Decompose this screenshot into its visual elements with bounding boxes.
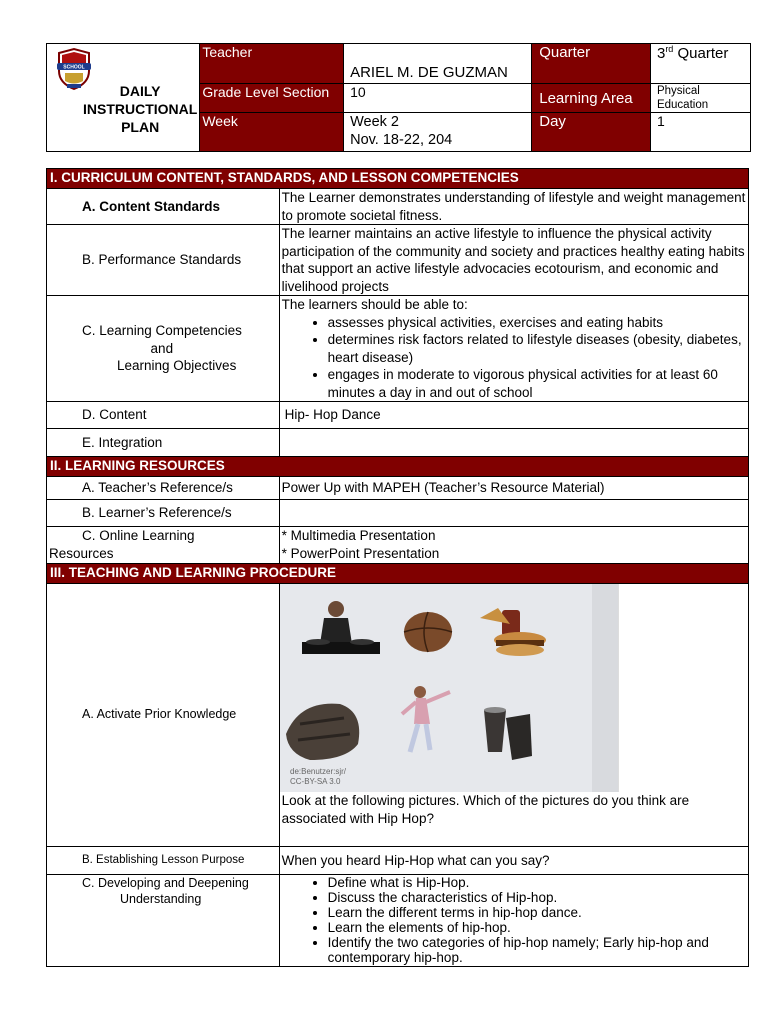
competencies-intro: The learners should be able to: bbox=[281, 297, 468, 312]
plan-title-cell bbox=[47, 44, 200, 152]
developing-item: • Learn the different terms in hip-hop dance. bbox=[328, 905, 746, 920]
teacher-reference-value: Power Up with MAPEH (Teacher’s Resource Material) bbox=[279, 477, 748, 500]
section-3-heading: III. TEACHING AND LEARNING PROCEDURE bbox=[47, 564, 749, 584]
day-value: 1 bbox=[650, 113, 750, 152]
competencies-label-line-2: and bbox=[150, 340, 174, 356]
quarter-number: 3 bbox=[656, 45, 666, 62]
online-resource-item: * Multimedia Presentation bbox=[281, 528, 436, 543]
content-value: Hip- Hop Dance bbox=[279, 402, 748, 429]
quarter-value bbox=[650, 44, 750, 84]
teacher-reference-label: A. Teacher’s Reference/s bbox=[47, 477, 280, 500]
developing-understanding-label bbox=[47, 875, 280, 967]
day-label: Day bbox=[532, 113, 651, 152]
competencies-label-line-3: Learning Objectives bbox=[117, 358, 237, 374]
competency-item: • determines risk factors related to lifestyle diseases (obesity, diabetes, heart disease) bbox=[328, 331, 746, 366]
week-label: Week bbox=[200, 113, 344, 152]
plan-title-line-3: PLAN bbox=[121, 118, 160, 135]
week-number: Week 2 bbox=[350, 114, 399, 130]
online-resources-label-line-1: C. Online Learning bbox=[82, 528, 195, 543]
activate-knowledge-label: A. Activate Prior Knowledge bbox=[47, 584, 280, 847]
competency-item: • assesses physical activities, exercises and eating habits bbox=[328, 314, 746, 332]
basketball-icon bbox=[404, 612, 452, 652]
hip-hop-pictures-image bbox=[280, 584, 619, 792]
quarter-word: Quarter bbox=[673, 45, 729, 62]
developing-list bbox=[282, 875, 746, 965]
teacher-value: ARIEL M. DE GUZMAN bbox=[344, 44, 532, 84]
online-resources-label-line-2: Resources bbox=[49, 546, 114, 561]
activate-knowledge-cell bbox=[279, 584, 748, 847]
grade-level-label: Grade Level Section bbox=[200, 84, 344, 113]
svg-text:SCHOOL: SCHOOL bbox=[63, 64, 85, 71]
lesson-plan-table bbox=[46, 168, 749, 967]
learner-reference-value bbox=[279, 500, 748, 527]
online-resources-label bbox=[47, 527, 280, 564]
performance-standards-label: B. Performance Standards bbox=[47, 225, 280, 296]
content-standards-label: A. Content Standards bbox=[47, 189, 280, 225]
week-value bbox=[344, 113, 532, 152]
plan-title-line-1: DAILY bbox=[119, 82, 161, 99]
image-credit-line-1: de:Benutzer:sjr/ bbox=[289, 767, 346, 776]
header-table bbox=[46, 43, 751, 152]
grade-level-value: 10 bbox=[344, 84, 532, 113]
developing-label-line-1: C. Developing and Deepening bbox=[82, 876, 249, 890]
learner-reference-label: B. Learner’s Reference/s bbox=[47, 500, 280, 527]
quarter-ordinal: rd bbox=[665, 44, 674, 54]
plan-title-line-2: INSTRUCTIONAL bbox=[83, 100, 198, 117]
teacher-label: Teacher bbox=[200, 44, 344, 84]
competencies-label bbox=[47, 296, 280, 402]
competency-item: • engages in moderate to vigorous physical activities for at least 60 minutes a day in and out of school bbox=[328, 366, 746, 401]
integration-label: E. Integration bbox=[47, 429, 280, 457]
competencies-cell bbox=[279, 296, 748, 402]
school-shield-logo-icon bbox=[53, 47, 95, 95]
competencies-list bbox=[282, 314, 746, 402]
integration-value bbox=[279, 429, 748, 457]
developing-item: • Define what is Hip-Hop. bbox=[328, 875, 746, 890]
lesson-purpose-text: When you heard Hip-Hop what can you say? bbox=[279, 847, 748, 875]
competencies-label-line-1: C. Learning Competencies bbox=[82, 323, 242, 339]
learning-area-label: Learning Area bbox=[532, 84, 651, 113]
developing-item: • Discuss the characteristics of Hip-hop. bbox=[328, 890, 746, 905]
content-standards-text: The Learner demonstrates understanding of lifestyle and weight management to promote societal fitness. bbox=[279, 189, 748, 225]
online-resources-value bbox=[279, 527, 748, 564]
performance-standards-text: The learner maintains an active lifestyle to influence the physical activity participation of the community and society and practices healthy eating habits that support an active lifestyle advocacies ecotourism, and economic and livelihood projects bbox=[279, 225, 748, 296]
section-1-heading: I. CURRICULUM CONTENT, STANDARDS, AND LESSON COMPETENCIES bbox=[47, 169, 749, 189]
quarter-label: Quarter bbox=[532, 44, 651, 84]
developing-item: • Identify the two categories of hip-hop namely; Early hip-hop and contemporary hip-hop. bbox=[328, 935, 746, 965]
content-label: D. Content bbox=[47, 402, 280, 429]
lesson-purpose-label: B. Establishing Lesson Purpose bbox=[47, 847, 280, 875]
developing-item: • Learn the elements of hip-hop. bbox=[328, 920, 746, 935]
section-2-heading: II. LEARNING RESOURCES bbox=[47, 457, 749, 477]
developing-understanding-cell bbox=[279, 875, 748, 967]
activate-knowledge-text: Look at the following pictures. Which of the pictures do you think are associated with Hip Hop? bbox=[281, 793, 690, 826]
learning-area-value: Physical Education bbox=[650, 84, 750, 113]
week-dates: Nov. 18-22, 204 bbox=[350, 132, 453, 148]
image-credit-line-2: CC-BY-SA 3.0 bbox=[289, 777, 341, 786]
developing-label-line-2: Understanding bbox=[120, 892, 202, 906]
online-resource-item: * PowerPoint Presentation bbox=[281, 546, 440, 561]
